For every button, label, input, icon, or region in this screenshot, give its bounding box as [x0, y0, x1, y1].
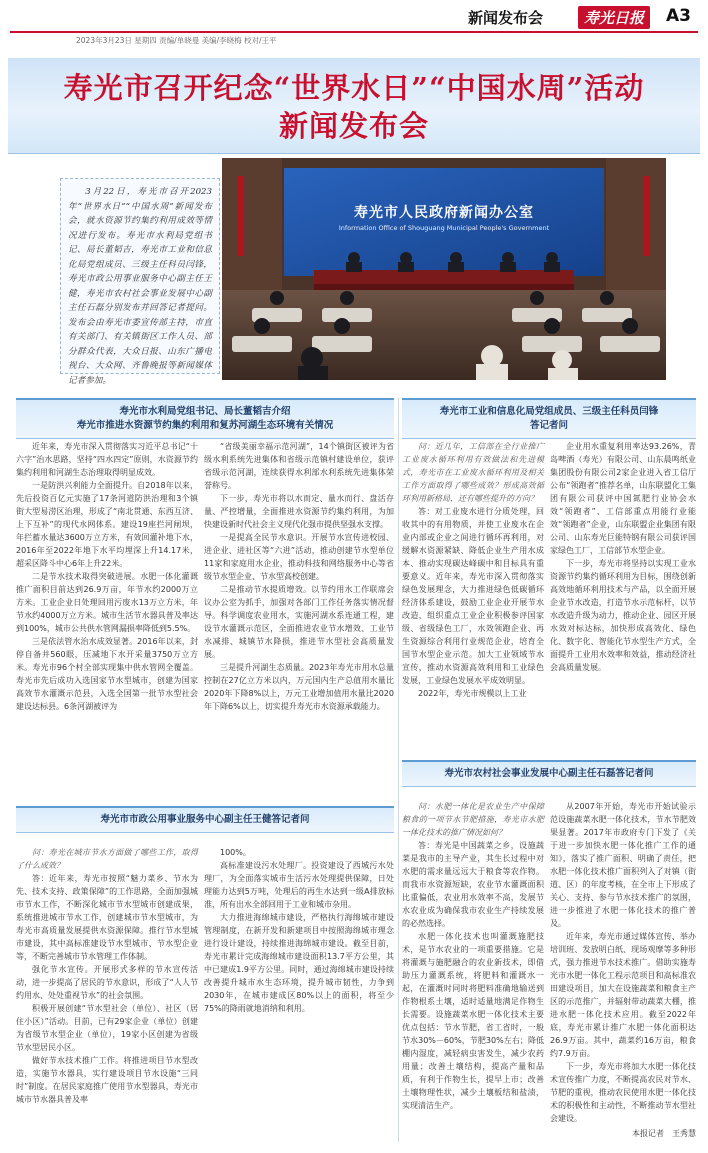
headline-banner: [8, 58, 700, 154]
paragraph: 从2007年开始，寿光市开始试验示范设施蔬菜水肥一体化技术，节水节肥效果显著。2017年市政府专门下发了《关于进一步加快水肥一体化推广工作的通知》，落实了推广面积、明确了责任，把水肥一体化技术推广面积列入了对镇（街道、区）的年度考核，在全市上下形成了关心、支持、参与节水技术推广的氛围，进一步推进了水肥一体化技术的推广普及。: [550, 802, 696, 928]
article-3-column-2: [550, 800, 696, 1122]
article-1-title-line-2: 寿光市推进水资源节约集约利用和复苏河湖生态环境有关情况: [76, 420, 334, 431]
paragraph: 大力推进海绵城市建设，严格执行海绵城市建设管理制度，在新开发和新建项目中按照海绵城市理念进行设计建设，持续推进海绵城市建设。截至目前，寿光市累计完成海绵城市建设面积13.7平方公里，其中已建成1.9平方公里。同时，通过海绵城市建设持续改善提升城市水生态环境，提升城市韧性，力争到2030年，在城市建成区80%以上的面积，将至少75%的降雨就地消纳和利用。: [204, 913, 394, 1013]
paragraph: 一是提高全民节水意识。开展节水宣传进校园、进企业、进社区等“六进”活动，推动创建节水型单位11家和家庭用水企业，推动科技和网络服务中心等省级节水型企业、节水型高校创建。: [204, 533, 394, 581]
byline: 本报记者 王秀慧: [632, 1129, 696, 1138]
article-2-title-line-2: 答记者问: [529, 420, 568, 431]
article-1-title-line-1: 寿光市水利局党组书记、局长董韬吉介绍: [119, 406, 291, 417]
paragraph: 答：寿光是中国蔬菜之乡，设施蔬菜是我市的主导产业，其生长过程中对水肥的需求量远远大于粮食等农作物。而我市水资源短缺，农业节水灌溉面积比重偏低，农业用水效率不高，发展节水农业成为确保我市农业生产持续发展的必然选择。: [402, 841, 544, 928]
article-3-title-text: 寿光市农村社会事业发展中心副主任石磊答记者问: [444, 768, 654, 779]
paragraph: “省级美丽幸福示范河湖”，14个镇街区被评为省级水利系统先进集体和省级示范镇村建设单位，获评省级示范河湖，连续获得水利部水利系统先进集体荣誉称号。: [204, 442, 394, 490]
paragraph: 下一步，寿光市将加大水肥一体化技术宣传推广力度，不断提高农民对节水、节肥的重视，推动农民使用水肥一体化技术的积极性和主动性，不断推动节水型社会建设。: [550, 1062, 696, 1123]
section-name: 新闻发布会: [468, 9, 544, 27]
article-4-title-text: 寿光市市政公用事业服务中心副主任王健答记者问: [100, 814, 310, 825]
lead-paragraph: 3月22日，寿光市召开2023年“世界水日”“中国水周”新闻发布会，就水资源节约集约利用成效等情况进行发布。寿光市水利局党组书记、局长董韬吉，寿光市工业和信息化局党组成员、三级主任科员闫锋，寿光市政公用事业服务中心副主任王健，寿光市农村社会事业发展中心副主任石磊分别发布并回答记者提问。发布会由寿光市委宣传部主持，市直有关部门、有关镇街区工作人员、部分群众代表，大众日报、山东广播电视台、大众网、齐鲁晚报等新闻媒体记者参加。: [68, 187, 212, 386]
headline-line-1: 寿光市召开纪念“世界水日”“中国水周”活动: [63, 71, 645, 105]
photo-illustration: [222, 158, 666, 380]
article-1-title: [16, 398, 394, 439]
question-paragraph: 问：寿光在城市节水方面做了哪些工作，取得了什么成效？: [16, 848, 198, 870]
paragraph: 三是提升河湖生态质量。2023年寿光市用水总量控制在27亿立方米以内，万元国内生产总值用水量比2020年下降8%以上，万元工业增加值用水量比2020年下降6%以上，切实提升寿光市水资源承载能力。: [204, 663, 394, 711]
masthead: [0, 0, 708, 45]
screen-title-en: Information Office of Shouguang Municipal People's Government: [338, 224, 550, 232]
paragraph: 企业用水重复利用率达93.26%，青岛啤酒（寿光）有限公司、山东晨鸣纸业集团股份有限公司2家企业进入省工信厅公布“领跑者”推荐名单，山东联盟化工集团有限公司获评中国氮肥行业协会水效“领跑者”、工信部重点用能行业能效“领跑者”企业，山东联盟企业集团有限公司、山东寿光巨能特钢有限公司获评国家绿色工厂，工信部节水型企业。: [550, 442, 696, 555]
paragraph: 二是推动节水提质增效。以节约用水工作联席会议办公室为抓手，加强对各部门工作任务落实情况督导。科学调度农业用水，实施河湖水系连通工程，建设节水灌溉示范区，全面推进农业节水增效、工业节水减排、城镇节水降损，推进节水型社会高质量发展。: [204, 585, 394, 659]
paragraph: 下一步，寿光市将以水而定、量水而行、盘活存量、严控增量，全面推进水资源节约集约利用，为加快建设新时代社会主义现代化强市提供坚强水支撑。: [204, 494, 394, 529]
paragraph: 下一步，寿光市将坚持以实现工业水资源节约集约循环利用为目标，围绕创新高效地循环利用技术与产品，以全面开展企业节水改造，打造节水示范标杆，以节水改造升级为动力，推动企业、园区开展水效对标达标，加快形成高效化、绿色化、数字化、智能化节水型生产方式，全面提升工业用水效率和效益，推动经济社会高质量发展。: [550, 559, 696, 672]
paragraph: 强化节水宣传。开展形式多样的节水宣传活动，进一步提高了居民的节水意识，形成了“人人节约用水、处处重视节水”的社会氛围。: [16, 965, 198, 1000]
masthead-rule: [10, 31, 698, 33]
article-3-column-1: [402, 800, 544, 1140]
paragraph: 近年来，寿光市深入贯彻落实习近平总书记“十六字”治水思路，坚持“四水四定”原则，水资源节约集约利用和河湖生态治理取得明显成效。: [16, 442, 198, 477]
page-number: A3: [666, 6, 691, 26]
article-3-title: [402, 760, 696, 787]
screen-title-cn: 寿光市人民政府新闻办公室: [354, 205, 534, 221]
article-4-title: [16, 806, 394, 833]
paragraph: 做好节水技术推广工作。将推进项目节水型改造，实施节水器具，实行建设项目节水设施“三同时”制度。在居民家庭推广使用节水型器具，寿光市城市节水器具普及率: [16, 1056, 198, 1104]
paragraph: 水肥一体化技术也叫灌溉施肥技术，是节水农业的一项重要措施。它是将灌溉与施肥融合的农业新技术，即借助压力灌溉系统，将肥料和灌溉水一起，在灌溉时同时将肥料准确地输送到作物根系土壤，适时适量地满足作物生长需要。设施蔬菜水肥一体化技术主要优点包括：节水节肥，省工省时，一般节水30%－60%，节肥30%左右；降低棚内湿度，减轻病虫害发生，减少农药用量；改善土壤结构，提高产量和品质，有利于作物生长，提早上市；改善土壤物理性状，减少土壤板结和盐渍，实现清洁生产。: [402, 932, 544, 1110]
paragraph: 2022年，寿光市规模以上工业: [418, 689, 527, 698]
paragraph: 二是节水技术取得突破进展。水肥一体化灌溉推广面积目前达到26.9万亩，年节水约2000万立方米。工业企业日处理回用污废水13万立方米，年节水约4000万立方米。城市生活节水器具普及率达到100%，城市公共供水管网漏损率降低到5.5%。: [16, 572, 198, 633]
article-4-column-2: [204, 846, 394, 1146]
paragraph: 积极开展创建“节水型社会（单位）、社区（居住小区）”活动。目前，已有29家企业（单位）创建为省级节水型企业（单位），19家小区创建为省级节水型居民小区。: [16, 1004, 198, 1052]
question-paragraph: 问：水肥一体化是农业生产中保障粮食的一项节水节肥措施，寿光市水肥一体化技术的推广情况如何？: [402, 802, 544, 837]
question-paragraph: 问：近几年，工信部在全行业推广工业废水循环利用有效做法和先进模式，寿光市在工业废水循环利用及相关工作方面取得了哪些成效？形成高效循环利用新格局，还有哪些提升的方向？: [402, 442, 544, 503]
paragraph: 答：对工业废水进行分质处理，回收其中的有用物质，并使工业废水在企业内部或企业之间进行循环再利用，对缓解水资源紧缺、降低企业生产用水成本、推动实现碳达峰碳中和目标具有重要意义。近年来，寿光市深入贯彻落实绿色发展理念，大力推进绿色低碳循环经济体系建设，鼓励工业企业开展节水改造，组织重点工业企业积极参评国家级、省级绿色工厂，水效领跑企业、再生资源综合利用行业规范企业，培育全国节水型企业示范。加大工业领域节水宣传，推动水资源高效利用和工业绿色发展，工业绿色发展水平成效明显。: [402, 507, 544, 685]
article-2-column-1: [402, 440, 544, 740]
article-2-title: [402, 398, 696, 439]
paragraph: 近年来，寿光市通过媒体宣传、举办培训班、发放明白纸、现场观摩等多种形式，强力推进节水技术推广。借助实施寿光市水肥一体化工程示范项目和高标准农田建设项目，加大在设施蔬菜和粮食主产区的示范推广，并辐射带动蔬菜大棚，推进水肥一体化技术应用。截至2022年底，寿光市累计推广水肥一体化面积达26.9万亩。其中，蔬菜约16万亩，粮食约7.9万亩。: [550, 932, 696, 1058]
paragraph: 答：近年来，寿光市按照“魅力菜乡、节水为先、技术支持、政策保障”的工作思路，全面加强城市节水工作，不断深化城市节水型城市创建成果，系统推进城市节水工作，创建城市节水型城市，为寿光市高质量发展提供水资源保障。推行节水型城市建设，其中高标准建设节水型城市、节水型企业等，不断完善城市节水管理工作体制。: [16, 874, 198, 961]
press-conference-photo: [222, 158, 666, 380]
paragraph: 100%。: [220, 848, 251, 857]
article-4-column-1: [16, 846, 198, 1146]
paragraph: 三是依法管水治水成效显著。2016年以来，封停自备井560眼，压减地下水开采量3750万立方米。寿光市96个村全部实现集中供水管网全覆盖。寿光市先后成功入选国家节水型城市，创建为国家高效节水灌溉示范县，入选全国第一批节水型社会建设达标县。6条河湖被评为: [16, 637, 198, 711]
article-1-column-2: [204, 440, 394, 828]
article-2-title-line-1: 寿光市工业和信息化局党组成员、三级主任科员闫锋: [439, 406, 659, 417]
headline-line-2: 新闻发布会: [278, 109, 429, 143]
lead-box: [60, 178, 220, 386]
paragraph: 一是防洪兴利能力全面提升。自2018年以来，先后投资百亿元实施了17条河道防洪治理和3个镇街大型易涝区治理，形成了“南北贯通、东西互济、上下互补”的现代水网体系。建设19座拦河闸坝，年拦蓄水量达3600万立方米，有效回灌补地下水，2016年至2022年地下水平均埋深上升14.17米，超采区降斗中心6年上升22米。: [16, 481, 198, 568]
issue-meta: 2023年3月23日 星期四 责编/单晓曼 美编/李晓梅 校对/王平: [76, 36, 277, 45]
article-1-column-1: [16, 440, 198, 828]
column-divider: [398, 398, 399, 1142]
paragraph: 高标准建设污水处理厂。投资建设了西城污水处理厂，为全面落实城市生活污水处理提供保障，日处理能力达到5万吨，处理后的再生水达到一级A排放标准，所有出水全部回用于工业和城市杂用。: [204, 861, 394, 909]
newspaper-logo: 寿光日报: [578, 6, 650, 29]
article-2-column-2: [550, 440, 696, 740]
